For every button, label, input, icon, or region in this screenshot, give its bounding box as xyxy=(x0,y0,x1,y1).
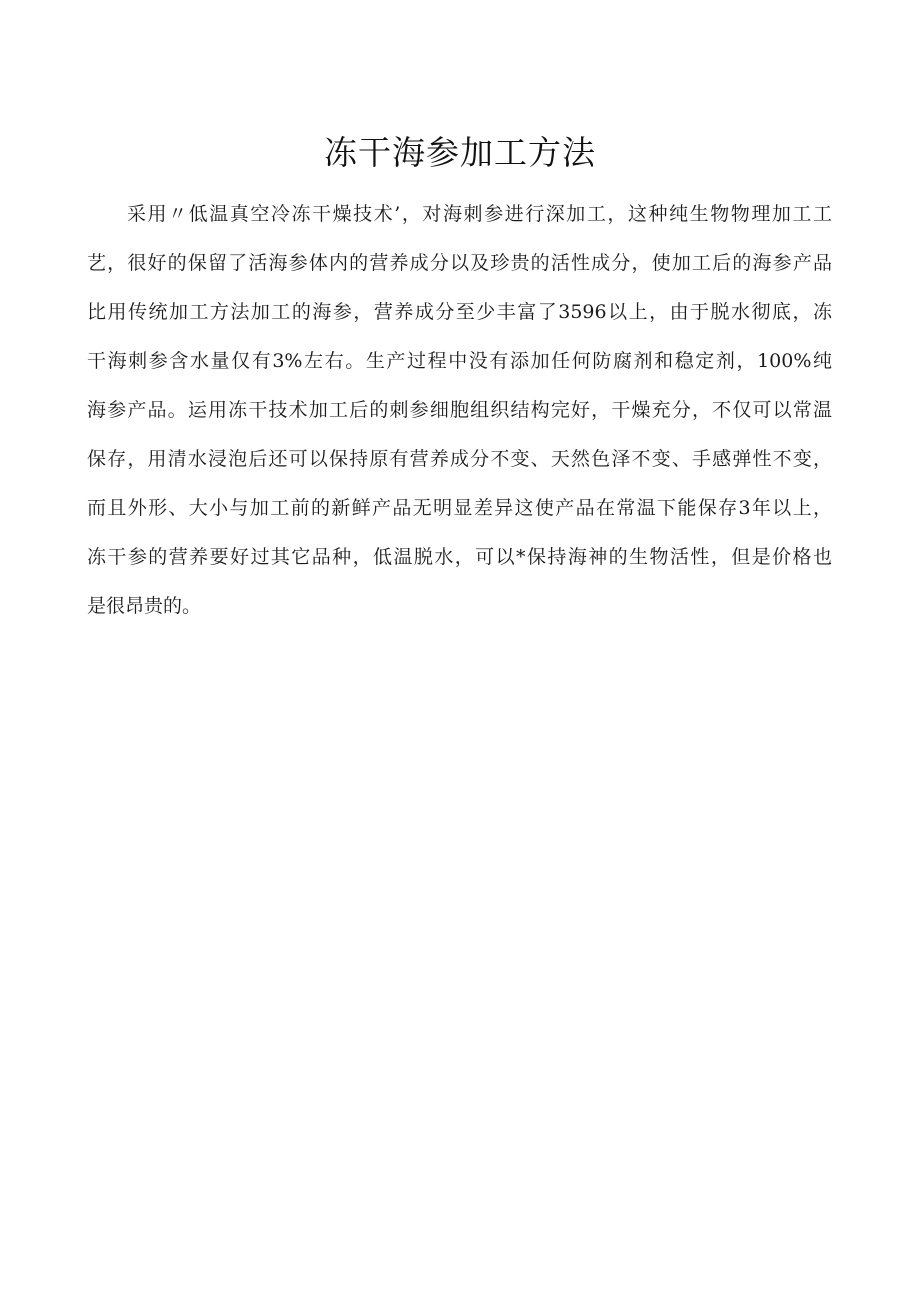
document-paragraph xyxy=(87,190,832,631)
document-title: 冻干海参加工方法 xyxy=(324,133,596,172)
paragraph-line: 干海刺参含水量仅有3%左右。生产过程中没有添加任何防腐剂和稳定剂，100%纯 xyxy=(87,350,832,372)
paragraph-line: 比用传统加工方法加工的海参，营养成分至少丰富了3596以上，由于脱水彻底，冻 xyxy=(87,301,832,323)
paragraph-line: 艺，很好的保留了活海参体内的营养成分以及珍贵的活性成分，使加工后的海参产品 xyxy=(87,252,832,274)
paragraph-line: 采用〃低温真空冷冻干燥技术’，对海刺参进行深加工，这种纯生物物理加工工 xyxy=(127,203,832,225)
paragraph-line: 海参产品。运用冻干技术加工后的刺参细胞组织结构完好，干燥充分，不仅可以常温 xyxy=(87,399,832,421)
paragraph-line: 冻干参的营养要好过其它品种，低温脱水，可以*保持海神的生物活性，但是价格也 xyxy=(87,546,832,568)
paragraph-line: 而且外形、大小与加工前的新鲜产品无明显差异这使产品在常温下能保存3年以上， xyxy=(87,497,832,519)
paragraph-line: 保存，用清水浸泡后还可以保持原有营养成分不变、天然色泽不变、手感弹性不变， xyxy=(87,448,832,470)
paragraph-line: 是很昂贵的。 xyxy=(87,595,202,617)
